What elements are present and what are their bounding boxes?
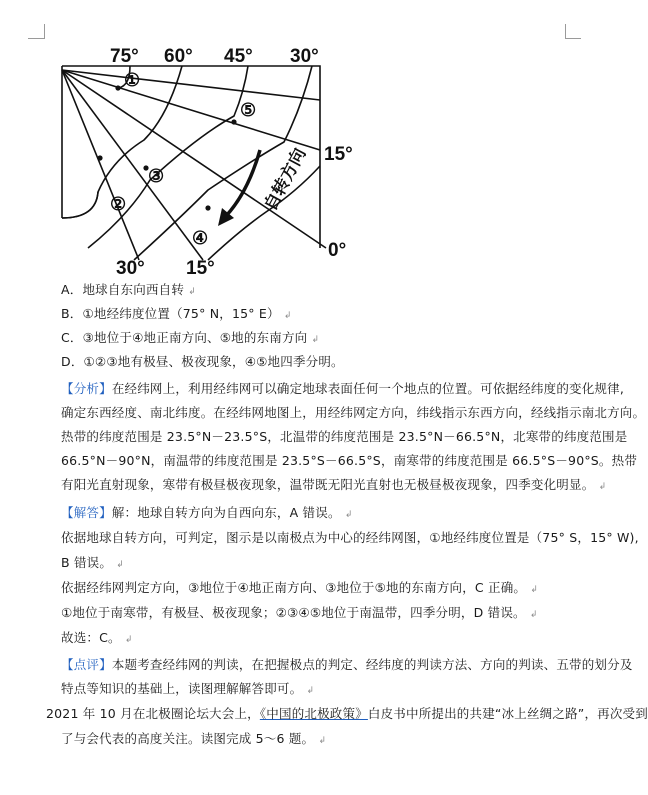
solution-line: ①地位于南寒带，有极昼、极夜现象；②③④⑤地位于南温带，四季分明，D 错误。 ↲ [61, 605, 538, 620]
point-label-3: ③ [148, 166, 165, 186]
analysis-line: 有阳光直射现象，寒带有极昼极夜现象，温带既无阳光直射也无极昼极夜现象，四季变化明显。 ↲ [61, 477, 607, 492]
meridian-line [62, 70, 139, 260]
policy-title: 《中国的北极政策》 [259, 706, 368, 721]
paragraph-mark-icon: ↲ [188, 287, 196, 297]
paragraph-mark-icon: ↲ [598, 482, 607, 492]
paragraph-mark-icon: ↲ [529, 610, 538, 620]
point-dot [205, 205, 210, 210]
bottom-lon-label: 15° [186, 258, 215, 279]
graticule-diagram [58, 42, 368, 280]
paragraph-mark-icon: ↲ [311, 335, 320, 345]
paragraph-mark-icon: ↲ [283, 311, 292, 321]
point-label-4: ④ [192, 228, 209, 248]
lat-label: 75° [110, 46, 139, 67]
analysis-line: 66.5°N－90°N，南温带的纬度范围是 23.5°S－66.5°S，南寒带的纬度范围是 66.5°S－90°S。热带 [61, 453, 638, 468]
point-label-5: ⑤ [240, 100, 257, 120]
solution-line: B 错误。 ↲ [61, 555, 124, 570]
next-question-line: 2021 年 10 月在北极圈论坛大会上，《中国的北极政策》白皮书中所提出的共建“冰上丝绸之路”，再次受到 [46, 706, 648, 721]
paragraph-mark-icon: ↲ [306, 686, 315, 696]
paragraph-mark-icon: ↲ [344, 510, 353, 520]
right-lon-label: 15° [324, 144, 353, 165]
option-a: A．地球自东向西自转 ↲ [61, 282, 196, 297]
paragraph-mark-icon: ↲ [116, 560, 124, 570]
point-label-1: ① [124, 70, 141, 90]
point-dot [115, 85, 120, 90]
right-lon-label: 0° [328, 240, 347, 261]
solution-line: 【解答】解：地球自转方向为自西向东，A 错误。 ↲ [61, 505, 353, 520]
paragraph-mark-icon: ↲ [530, 585, 539, 595]
bottom-lon-label: 30° [116, 258, 145, 279]
rotation-label: 自转方向 [260, 144, 310, 214]
analysis-line: 确定东西经度、南北纬度。在经纬网地图上，用经纬网定方向，纬线指示东西方向，经线指示南北方向。 [61, 405, 646, 420]
option-c: C．③地位于④地正南方向、⑤地的东南方向 ↲ [61, 330, 320, 345]
crop-mark-top-right-v [565, 24, 566, 39]
crop-mark-top-right-h [565, 38, 581, 39]
comment-tag: 【点评】 [61, 657, 112, 672]
paragraph-mark-icon: ↲ [318, 736, 327, 746]
crop-mark-top-left-v [44, 24, 45, 39]
option-b: B．①地经纬度位置（75° N，15° E） ↲ [61, 306, 292, 321]
option-d: D．①②③地有极昼、极夜现象，④⑤地四季分明。 [61, 354, 344, 369]
crop-mark-top-left-h [28, 38, 44, 39]
comment-line: 【点评】本题考查经纬网的判读，在把握极点的判定、经纬度的判读方法、方向的判读、五带的划分及 [61, 657, 633, 672]
analysis-line: 热带的纬度范围是 23.5°N－23.5°S，北温带的纬度范围是 23.5°N－66.5°N，北寒带的纬度范围是 [61, 429, 628, 444]
next-question-line: 了与会代表的高度关注。读图完成 5～6 题。 ↲ [61, 731, 327, 746]
meridian-line [62, 70, 203, 260]
paragraph-mark-icon: ↲ [124, 635, 133, 645]
comment-line: 特点等知识的基础上，读图理解解答即可。 ↲ [61, 681, 315, 696]
lat-label: 30° [290, 46, 319, 67]
parallel-line [62, 192, 98, 218]
point-dot [231, 119, 236, 124]
point-label-2: ② [110, 194, 127, 214]
point-dot [97, 155, 102, 160]
solution-line: 依据经纬网判定方向，③地位于④地正南方向、③地位于⑤地的东南方向，C 正确。 ↲ [61, 580, 539, 595]
analysis-tag: 【分析】 [61, 381, 112, 396]
analysis-line: 【分析】在经纬网上，利用经纬网可以确定地球表面任何一个地点的位置。可依据经纬度的变化规律, [61, 381, 624, 396]
meridian-line [62, 70, 320, 150]
lat-label: 45° [224, 46, 253, 67]
lat-label: 60° [164, 46, 193, 67]
solution-line: 故选：C。 ↲ [61, 630, 133, 645]
solution-tag: 【解答】 [61, 505, 112, 520]
solution-line: 依据地球自转方向，可判定，图示是以南极点为中心的经纬网图，①地经纬度位置是（75° S，15° W), [61, 530, 639, 545]
